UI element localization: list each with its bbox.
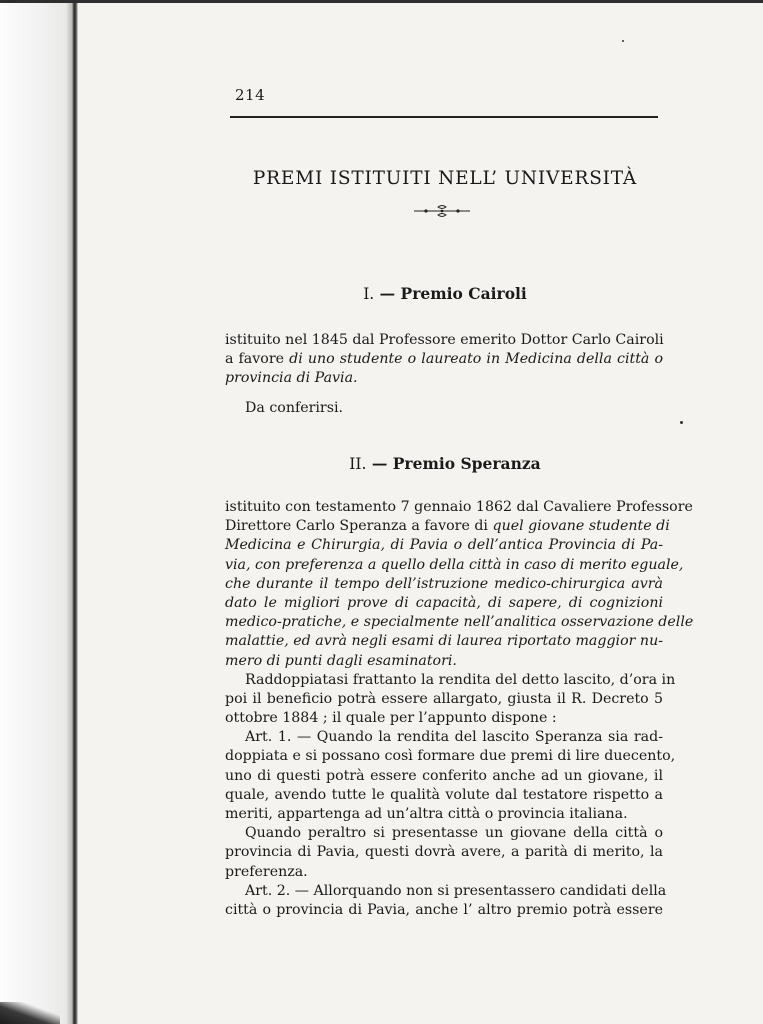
text-line: Quando peraltro si presentasse un giovane della città o <box>245 825 663 842</box>
section-heading-premio-speranza <box>225 454 665 473</box>
header-rule <box>230 116 658 118</box>
section-dash: — <box>374 284 401 303</box>
text-line: Da conferirsi. <box>245 400 344 416</box>
text-line: dato le migliori prove di capacità, di sapere, di cognizioni <box>225 594 663 611</box>
text-line: Direttore Carlo Speranza a favore di quel giovane studente di <box>225 518 670 535</box>
text-line: istituito con testamento 7 gennaio 1862 dal Cavaliere Professore <box>225 499 693 515</box>
section-name: Premio Cairoli <box>400 284 527 303</box>
section-name: Premio Speranza <box>392 454 541 473</box>
text-line: provincia di Pavia, questi dovrà avere, a parità di merito, la <box>225 844 663 861</box>
text-line: provincia di Pavia. <box>225 370 358 387</box>
book-binding-gutter <box>0 0 78 1024</box>
text-line: città o provincia di Pavia, anche l’ altro premio potrà essere <box>225 901 663 918</box>
text-line: Raddoppiatasi frattanto la rendita del detto lascito, d’ora in <box>245 671 676 688</box>
cairoli-description <box>225 331 663 389</box>
text-line: preferenza. <box>225 863 308 880</box>
text-line: medico-pratiche, e specialmente nell’analitica osservazione delle <box>225 614 694 631</box>
ornament-divider-icon <box>412 204 472 218</box>
text-line: ottobre 1884 ; il quale per l’appunto dispone : <box>225 710 557 727</box>
page-top-edge <box>0 0 763 3</box>
text-line: a favore di uno studente o laureato in Medicina della città o <box>225 351 663 368</box>
text-line: poi il beneficio potrà essere allargato, giusta il R. Decreto 5 <box>225 690 663 707</box>
text-line: malattie, ed avrà negli esami di laurea riportato maggior nu- <box>225 633 663 650</box>
scan-speck <box>680 421 683 424</box>
text-line: doppiata e si possano così formare due premi di lire duecento, <box>225 748 676 765</box>
text-line: Art. 1. — Quando la rendita del lascito Speranza sia rad- <box>245 729 663 746</box>
text-line: quale, avendo tutte le qualità volute dal testatore rispetto a <box>225 786 663 803</box>
cairoli-note <box>225 399 663 418</box>
page-title: PREMI ISTITUITI NELL’ UNIVERSITÀ <box>252 168 638 189</box>
section-dash: — <box>366 454 393 473</box>
scan-speck <box>622 40 624 42</box>
section-numeral: II. <box>349 455 367 473</box>
scan-shadow <box>0 1002 60 1024</box>
text-line: mero di punti dagli esaminatori. <box>225 652 457 669</box>
text-line: via, con preferenza a quello della città in caso di merito eguale, <box>225 556 684 573</box>
text-line: Medicina e Chirurgia, di Pavia o dell’antica Provincia di Pa- <box>225 537 663 554</box>
text-line: meriti, appartenga ad un’altra città o provincia italiana. <box>225 806 628 822</box>
text-line: che durante il tempo dell’istruzione medico-chirurgica avrà <box>225 575 663 592</box>
page-number: 214 <box>235 86 266 104</box>
text-line: uno di questi potrà essere conferito anche ad un giovane, il <box>225 767 663 784</box>
section-heading-premio-cairoli <box>225 284 665 303</box>
text-line: istituito nel 1845 dal Professore emerito Dottor Carlo Cairoli <box>225 332 664 348</box>
text-line: Art. 2. — Allorquando non si presentassero candidati della <box>245 882 667 899</box>
section-numeral: I. <box>363 285 375 303</box>
speranza-description <box>225 498 694 920</box>
